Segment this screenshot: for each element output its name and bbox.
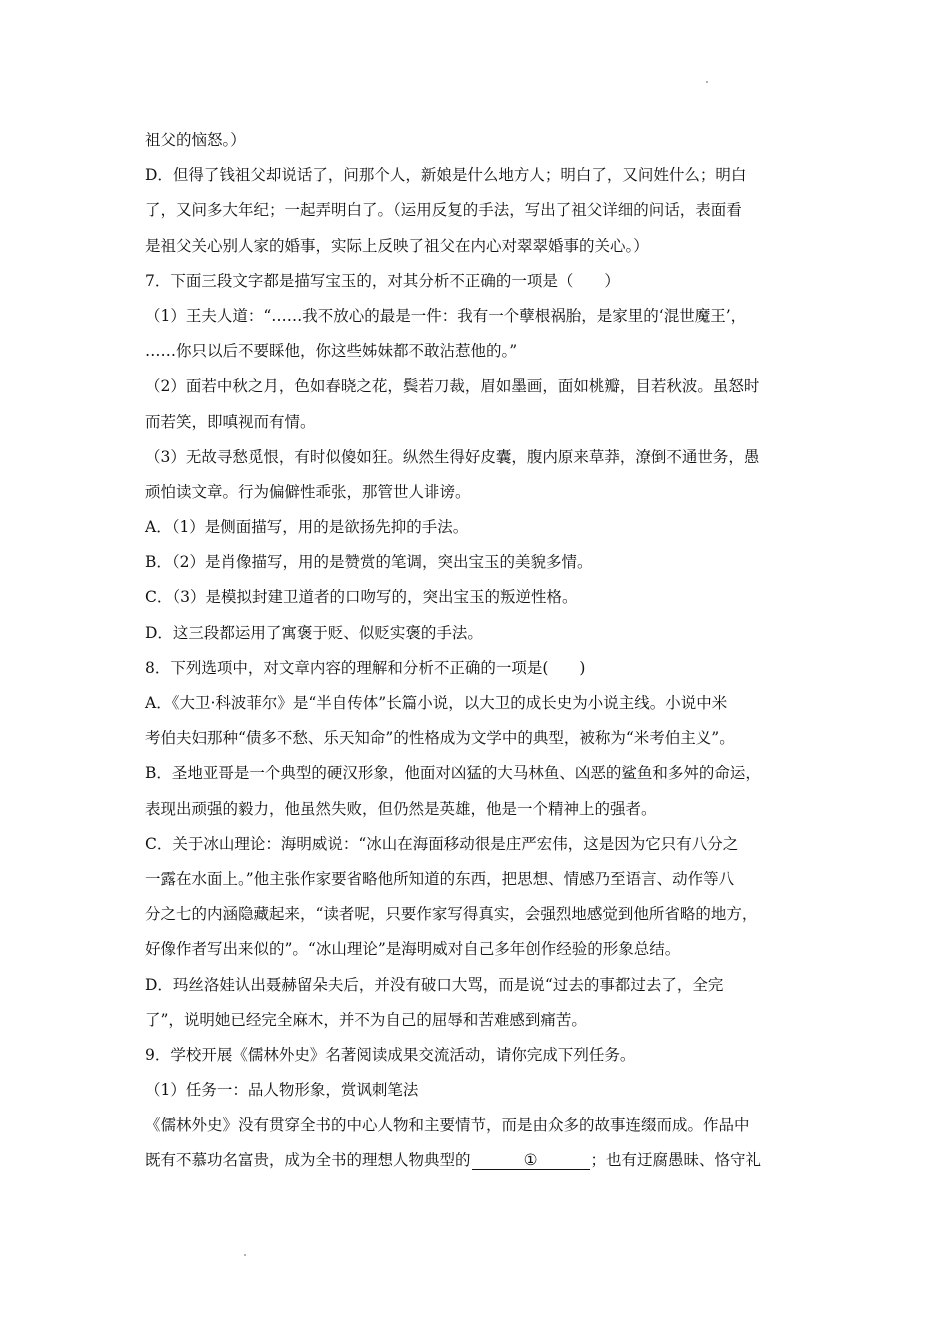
- q8-option-c-line-1: C．关于冰山理论：海明威说：“冰山在海面移动很是庄严宏伟，这是因为它只有八分之: [145, 834, 739, 853]
- q9-task-1-text-line-2: [145, 1143, 815, 1178]
- document-body: [145, 123, 815, 1179]
- q7-passage-2-line-2: 而若笑，即嗔视而有情。: [145, 412, 316, 431]
- q8-option-b-line-2: 表现出顽强的毅力，他虽然失败，但仍然是英雄，他是一个精神上的强者。: [145, 799, 657, 818]
- question-9-stem: 9．学校开展《儒林外史》名著阅读成果交流活动，请你完成下列任务。: [145, 1045, 636, 1064]
- q8-option-d-line-1: D．玛丝洛娃认出聂赫留朵夫后，并没有破口大骂，而是说“过去的事都过去了，全完: [145, 975, 724, 994]
- text-line-1: 祖父的恼怒。）: [145, 131, 246, 149]
- q7-option-d: D．这三段都运用了寓褒于贬、似贬实褒的手法。: [145, 623, 483, 642]
- q7-option-c: C．（3）是模拟封建卫道者的口吻写的，突出宝玉的叛逆性格。: [145, 588, 578, 607]
- question-7-stem: 7．下面三段文字都是描写宝玉的，对其分析不正确的一项是（ ）: [145, 271, 620, 290]
- q7-passage-3-line-1: （3）无故寻愁觅恨，有时似傻如狂。纵然生得好皮囊，腹内原来草莽，潦倒不通世务，愚: [145, 447, 760, 466]
- q8-option-c-line-4: 好像作者写出来似的”。“冰山理论”是海明威对自己多年创作经验的形象总结。: [145, 940, 681, 959]
- q9-task-1-text-line-1: 《儒林外史》没有贯穿全书的中心人物和主要情节，而是由众多的故事连缀而成。作品中: [145, 1116, 750, 1135]
- q8-option-c-line-3: 分之七的内涵隐藏起来，“读者呢，只要作家写得真实，会强烈地感觉到他所省略的地方，: [145, 905, 758, 924]
- q9-task-1-heading: （1）任务一：品人物形象，赏讽刺笔法: [145, 1081, 419, 1100]
- q8-option-d-line-2: 了”，说明她已经完全麻木，并不为自己的屈辱和苦难感到痛苦。: [145, 1010, 587, 1029]
- q8-option-c-line-2: 一露在水面上。”他主张作家要省略他所知道的东西，把思想、情感乃至语言、动作等八: [145, 869, 735, 888]
- q8-option-a-line-1: A．《大卫·科波菲尔》是“半自传体”长篇小说，以大卫的成长史为小说主线。小说中米: [145, 694, 728, 712]
- question-8-stem: 8．下列选项中，对文章内容的理解和分析不正确的一项是( ): [145, 658, 586, 677]
- option-d-line-2: 了，又问多大年纪；一起弄明白了。（运用反复的手法，写出了祖父详细的问话，表面看: [145, 201, 742, 220]
- q7-option-b: B．（2）是肖像描写，用的是赞赏的笔调，突出宝玉的美貌多情。: [145, 553, 593, 572]
- fill-text-before: 既有不慕功名富贵，成为全书的理想人物典型的: [145, 1151, 471, 1170]
- q7-passage-3-line-2: 顽怕读文章。行为偏僻性乖张，那管世人诽谤。: [145, 482, 471, 501]
- q8-option-b-line-1: B．圣地亚哥是一个典型的硬汉形象，他面对凶猛的大马林鱼、凶恶的鲨鱼和多舛的命运，: [145, 764, 761, 783]
- fill-text-after: ；也有迂腐愚昧、恪守礼: [590, 1151, 762, 1170]
- q7-passage-1-line-2: ……你只以后不要睬他，你这些姊妹都不敢沾惹他的。”: [145, 342, 518, 361]
- option-d-line-1: D．但得了钱祖父却说话了，问那个人，新娘是什么地方人；明白了，又问姓什么；明白: [145, 166, 747, 185]
- q8-option-a-line-2: 考伯夫妇那种“债多不愁、乐天知命”的性格成为文学中的典型，被称为“米考伯主义”。: [145, 729, 735, 748]
- q7-passage-2-line-1: （2）面若中秋之月，色如春晓之花，鬓若刀裁，眉如墨画，面如桃瓣，目若秋波。虽怒时: [145, 377, 760, 396]
- q7-passage-1-line-1: （1）王夫人道：“……我不放心的最是一件：我有一个孽根祸胎，是家里的‘混世魔王’，: [145, 306, 747, 325]
- q7-option-a: A．（1）是侧面描写，用的是欲扬先抑的手法。: [145, 518, 469, 537]
- bottom-left-mark: [244, 1254, 246, 1256]
- fill-in-blank-1[interactable]: ①: [472, 1151, 590, 1170]
- option-d-line-3: 是祖父关心别人家的婚事，实际上反映了祖父在内心对翠翠婚事的关心。）: [145, 236, 649, 255]
- top-right-mark: [706, 81, 708, 83]
